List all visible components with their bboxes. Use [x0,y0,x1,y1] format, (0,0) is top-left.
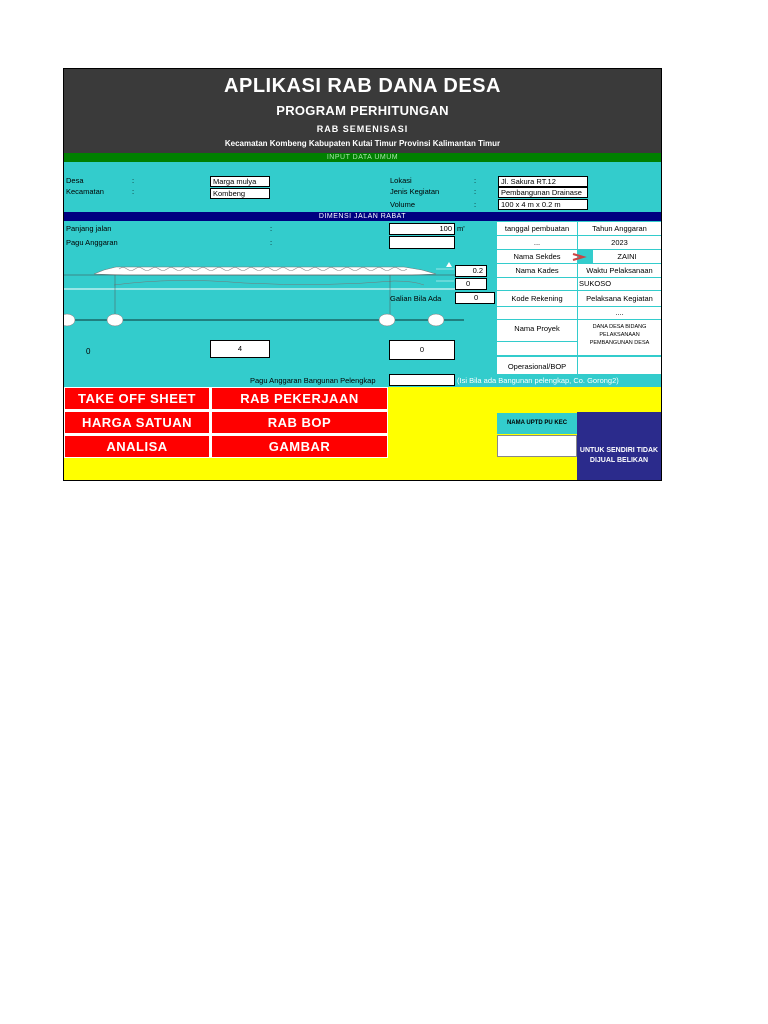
tanggal-label: tanggal pembuatan [497,222,577,235]
volume-label: Volume [390,200,416,209]
analisa-button[interactable]: ANALISA [64,435,210,458]
road-width-field[interactable]: 4 [210,340,270,358]
sekdes-label: Nama Sekdes [497,250,577,263]
usage-notice: UNTUK SENDIRI TIDAK DIJUAL BELIKAN [577,412,661,480]
panjang-jalan-field[interactable]: 100 [389,223,455,235]
operasional-bop-field[interactable] [578,357,661,374]
tahun-anggaran-label: Tahun Anggaran [578,222,661,235]
lokasi-label: Lokasi [390,176,412,185]
uptd-label: NAMA UPTD PU KEC [497,413,577,434]
nama-proyek-field[interactable]: DANA DESA BIDANG PELAKSANAAN PEMBANGUNAN DESA [578,320,661,355]
lokasi-field[interactable]: Jl. Sakura RT.12 [498,176,588,187]
colon: : [270,238,273,247]
uptd-field[interactable] [497,435,577,457]
pelengkap-note: (Isi Bila ada Bangunan pelengkap, Co. Gorong2) [457,376,619,385]
app-title: APLIKASI RAB DANA DESA [224,75,501,97]
pelengkap-label: Pagu Anggaran Bangunan Pelengkap [250,376,376,385]
kades-blank [497,278,577,290]
colon: : [474,187,477,196]
sekdes-field[interactable]: ZAINI [593,250,661,263]
operasional-bop-label: Operasional/BOP [497,357,577,374]
tahun-anggaran-field[interactable]: 2023 [578,236,661,249]
galian-label: Galian Bila Ada [390,294,442,303]
harga-satuan-button[interactable]: HARGA SATUAN [64,411,210,434]
thickness-field[interactable]: 0.2 [455,265,487,277]
take-off-sheet-button[interactable]: TAKE OFF SHEET [64,387,210,410]
pagu-anggaran-field[interactable] [389,236,455,249]
right-shoulder-field[interactable]: 0 [389,340,455,360]
rab-pekerjaan-button[interactable]: RAB PEKERJAAN [211,387,388,410]
app-subtitle: PROGRAM PERHITUNGAN [276,103,449,118]
section-title: RAB SEMENISASI [316,124,409,134]
volume-field[interactable]: 100 x 4 m x 0.2 m [498,199,588,210]
kode-rekening-label: Kode Rekening [497,291,577,306]
kades-label: Nama Kades [497,264,577,277]
desa-label: Desa [66,176,84,185]
kode-rekening-field[interactable] [497,307,577,319]
project-info-table [497,222,661,374]
colon: : [132,187,135,196]
input-section-header: INPUT DATA UMUM [64,153,661,162]
app-header [64,69,661,153]
left-shoulder-value: 0 [86,347,91,356]
colon: : [270,224,273,233]
colon: : [474,200,477,209]
kades-field[interactable]: SUKOSO [578,278,661,290]
dimensi-section-header: DIMENSI JALAN RABAT [64,212,661,221]
nama-proyek-blank [497,342,577,355]
pelaksana-kegiatan-label: Pelaksana Kegiatan [578,291,661,306]
waktu-pelaksanaan-label: Waktu Pelaksanaan [578,264,661,277]
thickness2-field[interactable]: 0 [455,278,487,290]
galian-field[interactable]: 0 [455,292,495,304]
pelaksana-kegiatan-field[interactable]: .... [578,307,661,319]
jenis-kegiatan-field[interactable]: Pembangunan Drainase [498,187,588,198]
panjang-jalan-label: Panjang jalan [66,224,112,233]
gambar-button[interactable]: GAMBAR [211,435,388,458]
pagu-anggaran-label: Pagu Anggaran [66,238,118,247]
kecamatan-field[interactable]: Kombeng [210,188,270,199]
panjang-unit: m' [457,224,465,233]
pelengkap-field[interactable] [389,374,455,386]
location-line: Kecamatan Kombeng Kabupaten Kutai Timur Provinsi Kalimantan Timur [224,139,501,148]
desa-field[interactable]: Marga mulya [210,176,270,187]
colon: : [474,176,477,185]
spreadsheet-area [63,68,662,481]
colon: : [132,176,135,185]
kecamatan-label: Kecamatan [66,187,104,196]
arrow-right-icon [571,251,593,263]
jenis-kegiatan-label: Jenis Kegiatan [390,187,440,196]
nama-proyek-label: Nama Proyek [497,320,577,341]
tanggal-field[interactable]: ... [497,236,577,249]
rab-bop-button[interactable]: RAB BOP [211,411,388,434]
